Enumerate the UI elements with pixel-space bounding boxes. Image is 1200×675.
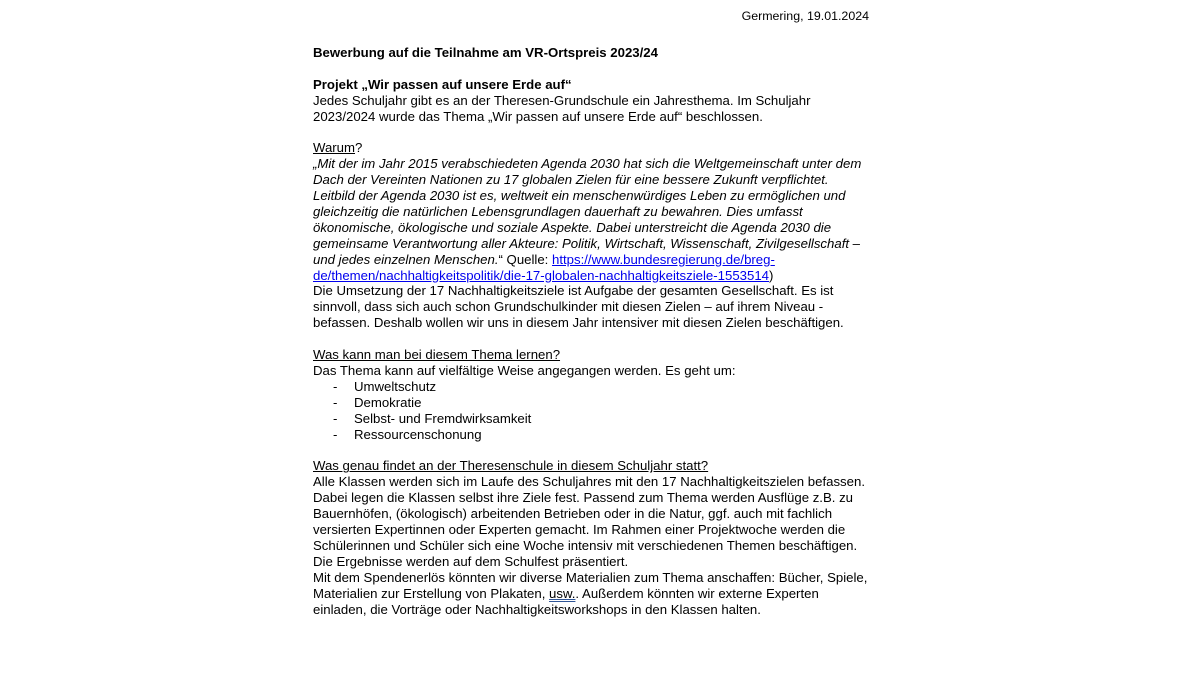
list-item <box>313 411 873 427</box>
why-heading-suffix: ? <box>355 140 363 156</box>
donation-paragraph <box>313 570 873 618</box>
agenda-quote: „Mit der im Jahr 2015 verabschiedeten Agenda 2030 hat sich die Weltgemeinschaft unter dem Dach der Vereinten Nationen zu 17 globalen Zielen für eine bessere Zukunft verpflichtet. Leitbild der Agenda 2030 ist es, weltweit ein menschenwürdiges Leben zu ermöglichen und gleichzeitig die natürlichen Lebensgrundlagen dauerhaft zu bewahren. Dies umfasst ökonomische, ökologische und soziale Aspekte. Dabei unterstreicht die Agenda 2030 die gemeinsame Verantwortung aller Akteure: Politik, Wirtschaft, Wissenschaft, Zivilgesellschaft – und jedes einzelnen Menschen. <box>313 156 862 267</box>
why-quote-paragraph <box>313 156 873 283</box>
list-item-label: Selbst- und Fremdwirksamkeit <box>354 410 532 426</box>
source-close: ) <box>769 267 774 283</box>
list-item-label: Demokratie <box>354 394 422 410</box>
dash-marker: - <box>333 378 338 394</box>
spacer <box>313 331 873 347</box>
learn-heading: Was kann man bei diesem Thema lernen? <box>313 347 561 363</box>
donation-text-end: . Außerdem könnten wir externe Experten einladen, die Vorträge oder Nachhaltigkeitsworkshops in den Klassen halten. <box>313 585 819 617</box>
dash-marker: - <box>333 426 338 442</box>
document-page <box>313 9 873 617</box>
why-heading-line <box>313 140 873 156</box>
list-item <box>313 379 873 395</box>
learn-list <box>313 379 873 443</box>
why-body: Die Umsetzung der 17 Nachhaltigkeitsziele ist Aufgabe der gesamten Gesellschaft. Es ist sinnvoll, dass sich auch schon Grundschulkinder mit diesen Zielen – auf ihrem Niveau - befassen. Deshalb wollen wir uns in diesem Jahr intensiver mit diesen Zielen beschäftigen. <box>313 283 844 331</box>
dash-marker: - <box>333 394 338 410</box>
what-heading: Was genau findet an der Theresenschule in diesem Schuljahr statt? <box>313 458 709 474</box>
list-item <box>313 427 873 443</box>
project-heading: Projekt „Wir passen auf unsere Erde auf“ <box>313 76 572 92</box>
intro-paragraph: Jedes Schuljahr gibt es an der Theresen-Grundschule ein Jahresthema. Im Schuljahr 2023/2024 wurde das Thema „Wir passen auf unsere Erde auf“ beschlossen. <box>313 92 811 124</box>
spacer <box>313 124 873 140</box>
source-link[interactable]: https://www.bundesregierung.de/breg-de/themen/nachhaltigkeitspolitik/die-17-globalen-nachhaltigkeitsziele-1553514 <box>313 251 775 283</box>
donation-text-start: Mit dem Spendenerlös könnten wir diverse Materialien zum Thema anschaffen: Bücher, Spiele, Materialien zur Erstellung von Plakaten, <box>313 569 868 601</box>
list-item-label: Umweltschutz <box>354 378 437 394</box>
learn-intro: Das Thema kann auf vielfältige Weise angegangen werden. Es geht um: <box>313 362 736 378</box>
place-date: Germering, 19.01.2024 <box>741 9 869 23</box>
list-item-label: Ressourcenschonung <box>354 426 482 442</box>
dash-marker: - <box>333 410 338 426</box>
usw-abbreviation: usw. <box>549 585 576 601</box>
spacer <box>313 443 873 459</box>
document-title: Bewerbung auf die Teilnahme am VR-Ortspreis 2023/24 <box>313 44 658 60</box>
what-body: Alle Klassen werden sich im Laufe des Schuljahres mit den 17 Nachhaltigkeitszielen befassen. Dabei legen die Klassen selbst ihre Ziele fest. Passend zum Thema werden Ausflüge z.B. zu Bauernhöfen, (ökologisch) arbeitenden Betrieben oder in die Natur, ggf. auch mit fachlich versierten Expertinnen oder Experten gemacht. Im Rahmen einer Projektwoche werden die Schülerinnen und Schüler sich eine Woche intensiv mit verschiedenen Themen beschäftigen. Die Ergebnisse werden auf dem Schulfest präsentiert. <box>313 474 865 569</box>
list-item <box>313 395 873 411</box>
quote-close: “ Quelle: <box>498 251 549 267</box>
why-heading: Warum <box>313 140 356 156</box>
